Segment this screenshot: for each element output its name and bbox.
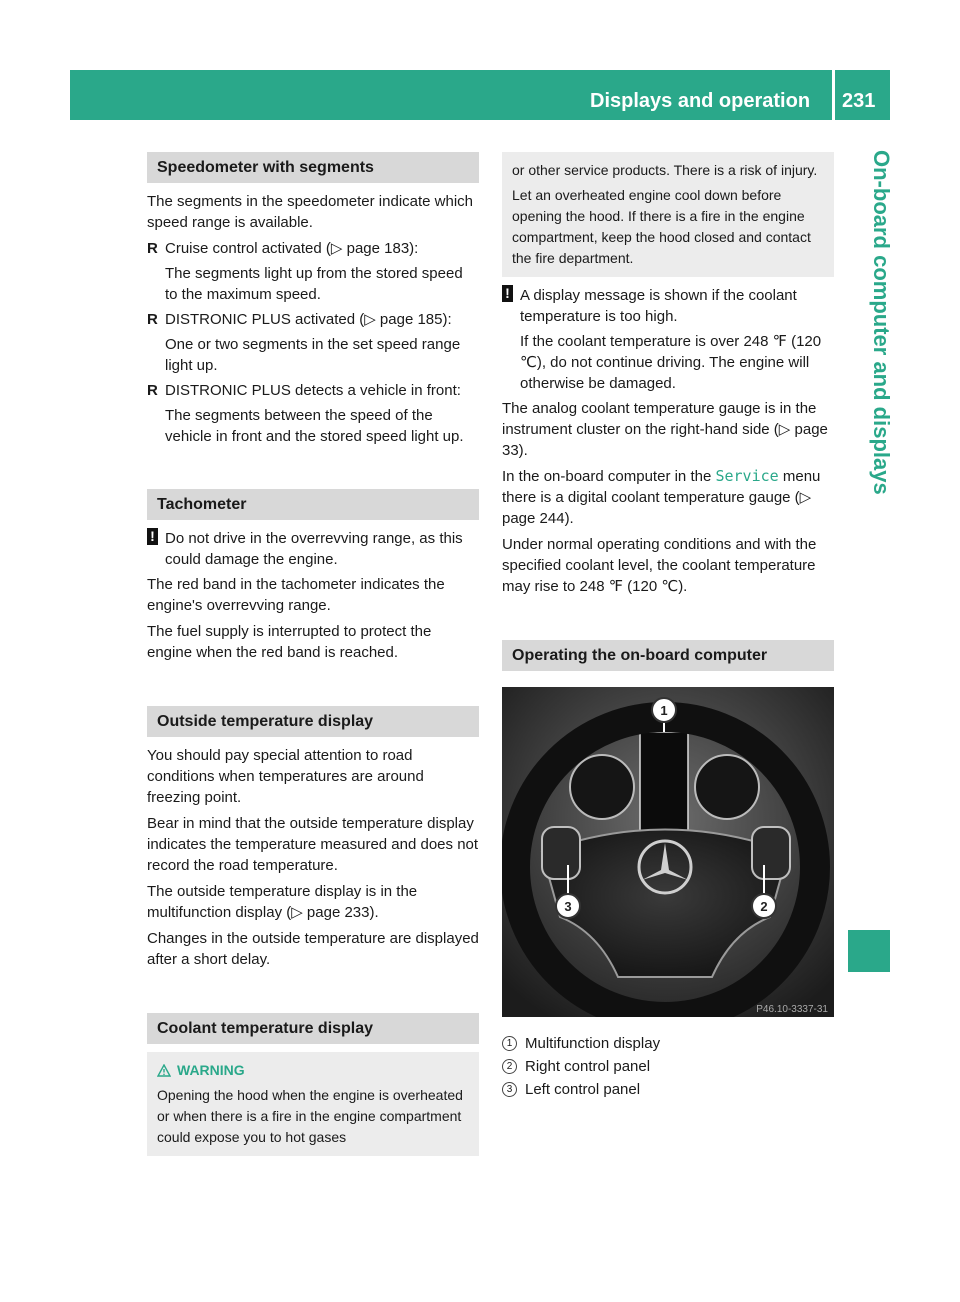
- paragraph: The analog coolant temperature gauge is in the instrument cluster on the right-hand side (▷ page 33).: [502, 400, 828, 459]
- warning-label: WARNING: [177, 1062, 245, 1078]
- paragraph-text: In the on-board computer in the: [502, 468, 716, 485]
- right-column: [502, 152, 834, 1102]
- instrument-cluster-left-gauge: [570, 755, 634, 819]
- legend-item: [502, 1056, 834, 1077]
- bullet-text: DISTRONIC PLUS activated (▷ page 185):: [165, 311, 452, 328]
- section-heading-outside-temperature: Outside temperature display: [147, 706, 479, 737]
- warning-text: or other service products. There is a risk of injury.: [512, 162, 818, 178]
- paragraph: Under normal operating conditions and with the specified coolant level, the coolant temperature may rise to 248 ℉ (120 ℃).: [502, 536, 817, 595]
- paragraph: The outside temperature display is in the multifunction display (▷ page 233).: [147, 883, 418, 921]
- paragraph: The segments in the speedometer indicate which speed range is available.: [147, 193, 474, 231]
- caution-note: [147, 528, 479, 570]
- caution-note: [502, 285, 834, 327]
- note-text: A display message is shown if the coolant temperature is too high.: [520, 287, 797, 325]
- figure-legend: [502, 1033, 834, 1100]
- left-control-panel-shape: [542, 827, 580, 879]
- exclamation-icon: !: [502, 285, 513, 302]
- callout-1: [652, 698, 676, 722]
- legend-number: 2: [502, 1059, 517, 1074]
- callout-2: [752, 894, 776, 918]
- svg-text:2: 2: [760, 899, 768, 914]
- header-divider: [832, 70, 835, 120]
- section-heading-coolant: Coolant temperature display: [147, 1013, 479, 1044]
- warning-box-continued: [502, 152, 834, 277]
- bullet-detail: The segments between the speed of the vehicle in front and the stored speed light up.: [165, 407, 464, 445]
- bullet-marker: R: [147, 240, 158, 257]
- paragraph: The red band in the tachometer indicates the engine's overrevving range.: [147, 576, 445, 614]
- warning-title: [157, 1060, 469, 1081]
- legend-item: [502, 1079, 834, 1100]
- callout-3: [556, 894, 580, 918]
- svg-text:3: 3: [564, 899, 572, 914]
- legend-number: 3: [502, 1082, 517, 1097]
- bullet-text: DISTRONIC PLUS detects a vehicle in front:: [165, 382, 461, 399]
- left-column: [147, 152, 479, 1156]
- paragraph-text: menu there is a digital coolant temperature gauge (▷ page 244).: [502, 468, 821, 527]
- legend-text: Multifunction display: [525, 1035, 661, 1052]
- paragraph: [502, 466, 834, 529]
- section-heading-operating: Operating the on-board computer: [502, 640, 834, 671]
- legend-number: 1: [502, 1036, 517, 1051]
- note-text: Do not drive in the overrevving range, as this could damage the engine.: [165, 530, 463, 568]
- right-control-panel-shape: [752, 827, 790, 879]
- warning-box: [147, 1052, 479, 1156]
- warning-text: Opening the hood when the engine is overheated or when there is a fire in the engine compartment could expose you to hot gases: [157, 1087, 463, 1145]
- paragraph: You should pay special attention to road conditions when temperatures are around freezing point.: [147, 747, 424, 806]
- chapter-tab-marker: [848, 930, 890, 972]
- bullet-detail: The segments light up from the stored speed to the maximum speed.: [165, 265, 463, 303]
- legend-text: Right control panel: [525, 1058, 651, 1075]
- note-detail: If the coolant temperature is over 248 ℉ (120 ℃), do not continue driving. The engine will otherwise be damaged.: [520, 333, 822, 392]
- bullet-marker: R: [147, 382, 158, 399]
- svg-text:1: 1: [660, 703, 668, 718]
- page-number: 231: [842, 90, 876, 112]
- multifunction-display-screen: [640, 732, 688, 842]
- menu-name-service: Service: [715, 467, 779, 485]
- paragraph: Bear in mind that the outside temperature display indicates the temperature measured and does not record the road temperature.: [147, 815, 479, 874]
- paragraph: The fuel supply is interrupted to protect the engine when the red band is reached.: [147, 623, 432, 661]
- warning-text: Let an overheated engine cool down before opening the hood. If there is a fire in the engine compartment, keep the hood closed and contact the fire department.: [512, 187, 811, 266]
- paragraph: Changes in the outside temperature are displayed after a short delay.: [147, 930, 479, 968]
- legend-text: Left control panel: [525, 1081, 641, 1098]
- steering-wheel-image: [502, 687, 834, 1017]
- bullet-item: [147, 309, 479, 330]
- bullet-item: [147, 380, 479, 401]
- bullet-detail: One or two segments in the set speed range light up.: [165, 336, 461, 374]
- bullet-marker: R: [147, 311, 158, 328]
- warning-triangle-icon: [157, 1064, 171, 1077]
- bullet-text: Cruise control activated (▷ page 183):: [165, 240, 419, 257]
- bullet-item: [147, 238, 479, 259]
- image-code: P46.10-3337-31: [756, 1004, 828, 1015]
- section-heading-speedometer: Speedometer with segments: [147, 152, 479, 183]
- section-heading-tachometer: Tachometer: [147, 489, 479, 520]
- exclamation-icon: !: [147, 528, 158, 545]
- chapter-tab-label: On-board computer and displays: [869, 150, 894, 495]
- page-section-title: Displays and operation: [590, 90, 811, 112]
- legend-item: [502, 1033, 834, 1054]
- instrument-cluster-right-gauge: [695, 755, 759, 819]
